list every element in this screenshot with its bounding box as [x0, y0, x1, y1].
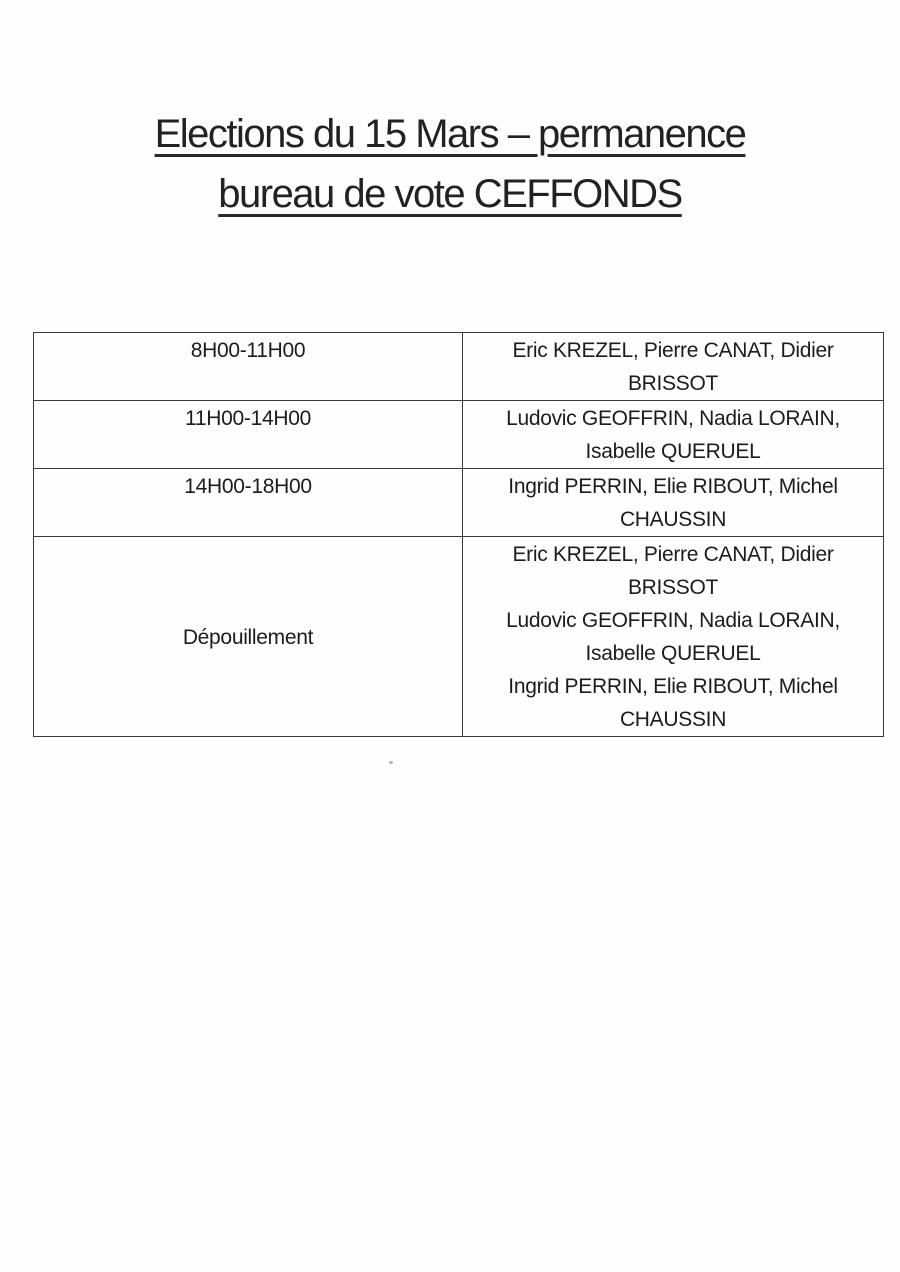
table-row-14h-18h	[34, 469, 884, 537]
table-row-8h-11h	[34, 333, 884, 401]
name-line: CHAUSSIN	[619, 508, 727, 531]
time-slot-cell: 8H00-11H00	[34, 333, 463, 401]
name-line: Isabelle QUERUEL	[585, 440, 761, 463]
name-line: Ingrid PERRIN, Elie RIBOUT, Michel	[508, 675, 838, 698]
name-line: BRISSOT	[627, 576, 719, 599]
title-line-2	[0, 164, 900, 224]
names-cell	[463, 469, 884, 537]
names-cell	[463, 401, 884, 469]
name-line: Isabelle QUERUEL	[585, 642, 761, 665]
table-row-11h-14h	[34, 401, 884, 469]
name-line: Ingrid PERRIN, Elie RIBOUT, Michel	[508, 475, 838, 498]
table-row-depouillement	[34, 537, 884, 737]
names-cell	[463, 537, 884, 737]
title-line-1-text: Elections du 15 Mars – permanence	[154, 112, 746, 156]
time-slot-cell: 11H00-14H00	[34, 401, 463, 469]
schedule-table	[33, 332, 884, 737]
time-slot-cell: Dépouillement	[34, 537, 463, 737]
title-line-2-text: bureau de vote CEFFONDS	[218, 172, 682, 216]
time-slot-cell: 14H00-18H00	[34, 469, 463, 537]
title-line-1	[0, 104, 900, 164]
name-line: Eric KREZEL, Pierre CANAT, Didier	[512, 543, 834, 566]
name-line: BRISSOT	[627, 372, 719, 395]
scan-speck	[389, 761, 393, 764]
name-line: CHAUSSIN	[619, 708, 727, 731]
document-title	[0, 104, 900, 224]
name-line: Ludovic GEOFFRIN, Nadia LORAIN,	[506, 609, 840, 632]
names-cell	[463, 333, 884, 401]
name-line: Eric KREZEL, Pierre CANAT, Didier	[512, 339, 834, 362]
name-line: Ludovic GEOFFRIN, Nadia LORAIN,	[506, 407, 840, 430]
